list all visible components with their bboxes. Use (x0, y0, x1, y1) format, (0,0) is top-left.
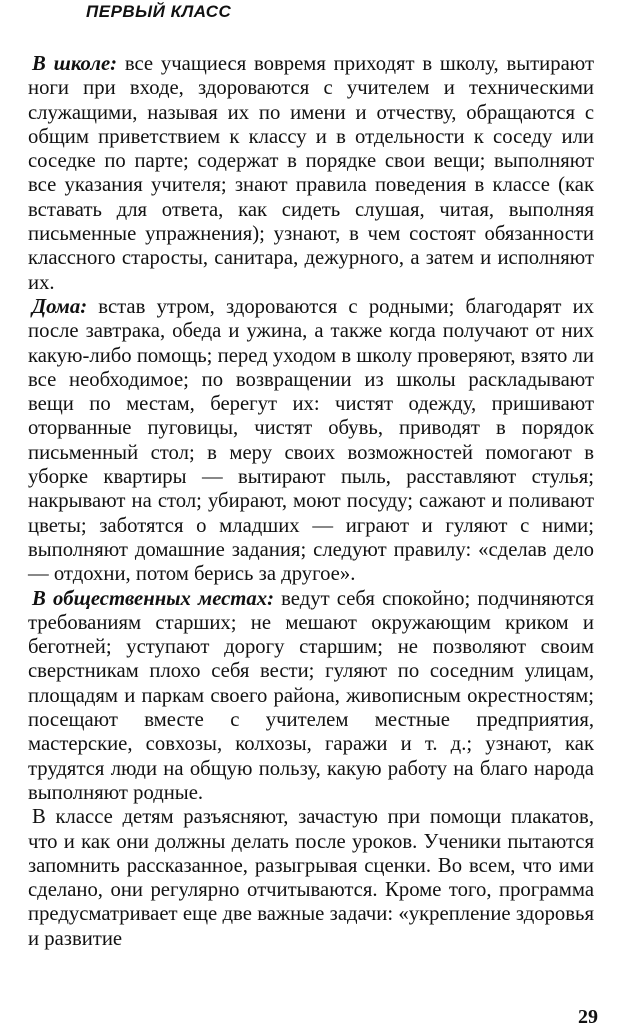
paragraph-public-places (28, 587, 594, 806)
paragraph-home (28, 295, 594, 587)
paragraph-text: все учащиеся вовремя приходят в школу, вытирают ноги при входе, здороваются с учителем и техническими служащими, называя их по имени и отчеству, обращаются с общим приветствием к классу и в отдельности к соседу или соседке по парте; содержат в порядке свои вещи; выполняют все указания учителя; знают правила поведения в классе (как вставать для ответа, как сидеть слушая, читая, выполняя письменные упражнения); узнают, в чем состоят обязанности классного старосты, санитара, дежурного, а затем и исполняют их. (28, 53, 594, 294)
paragraph-lead: В школе: (32, 53, 118, 75)
running-head: ПЕРВЫЙ КЛАСС (86, 2, 232, 21)
paragraph-classroom (28, 805, 594, 951)
paragraph-text: В классе детям разъясняют, зачастую при помощи плакатов, что и как они должны делать после уроков. Ученики пытаются запомнить рассказанное, разыгрывая сценки. Во всем, что ими сделано, они регулярно отчитываются. Кроме того, программа предусматривает еще две важные задачи: «укрепление здоровья и развитие (28, 806, 594, 950)
paragraph-lead: Дома: (32, 295, 88, 318)
paragraph-school (28, 52, 594, 295)
page-number: 29 (578, 1006, 598, 1028)
body-text (28, 52, 594, 951)
paragraph-lead: В общественных местах: (32, 587, 274, 610)
paragraph-text: встав утром, здороваются с родными; благодарят их после завтрака, обеда и ужина, а также когда получают от них какую-либо помощь; перед уходом в школу проверяют, взято ли все необходимое; по возвращении из школы раскладывают вещи по местам, берегут их: чистят одежду, пришивают оторванные пуговицы, чистят обувь, приводят в порядок письменный стол; в меру своих возможностей помогают в уборке квартиры — вытирают пыль, расставляют стулья; накрывают на стол; убирают, моют посуду; сажают и поливают цветы; заботятся о младших — играют и гуляют с ними; выполняют домашние задания; следуют правилу: «сделав дело — отдохни, потом берись за другое». (28, 295, 594, 586)
paragraph-text: ведут себя спокойно; подчиняются требованиям старших; не мешают окружающим криком и беготней; уступают дорогу старшим; не позволяют своим сверстникам плохо себя вести; гуляют по соседним улицам, площадям и паркам своего района, живописным окрестностям; посещают вместе с учителем местные предприятия, мастерские, совхозы, колхозы, гаражи и т. д.; узнают, как трудятся люди на общую пользу, какую работу на благо народа выполняют родные. (28, 587, 594, 804)
